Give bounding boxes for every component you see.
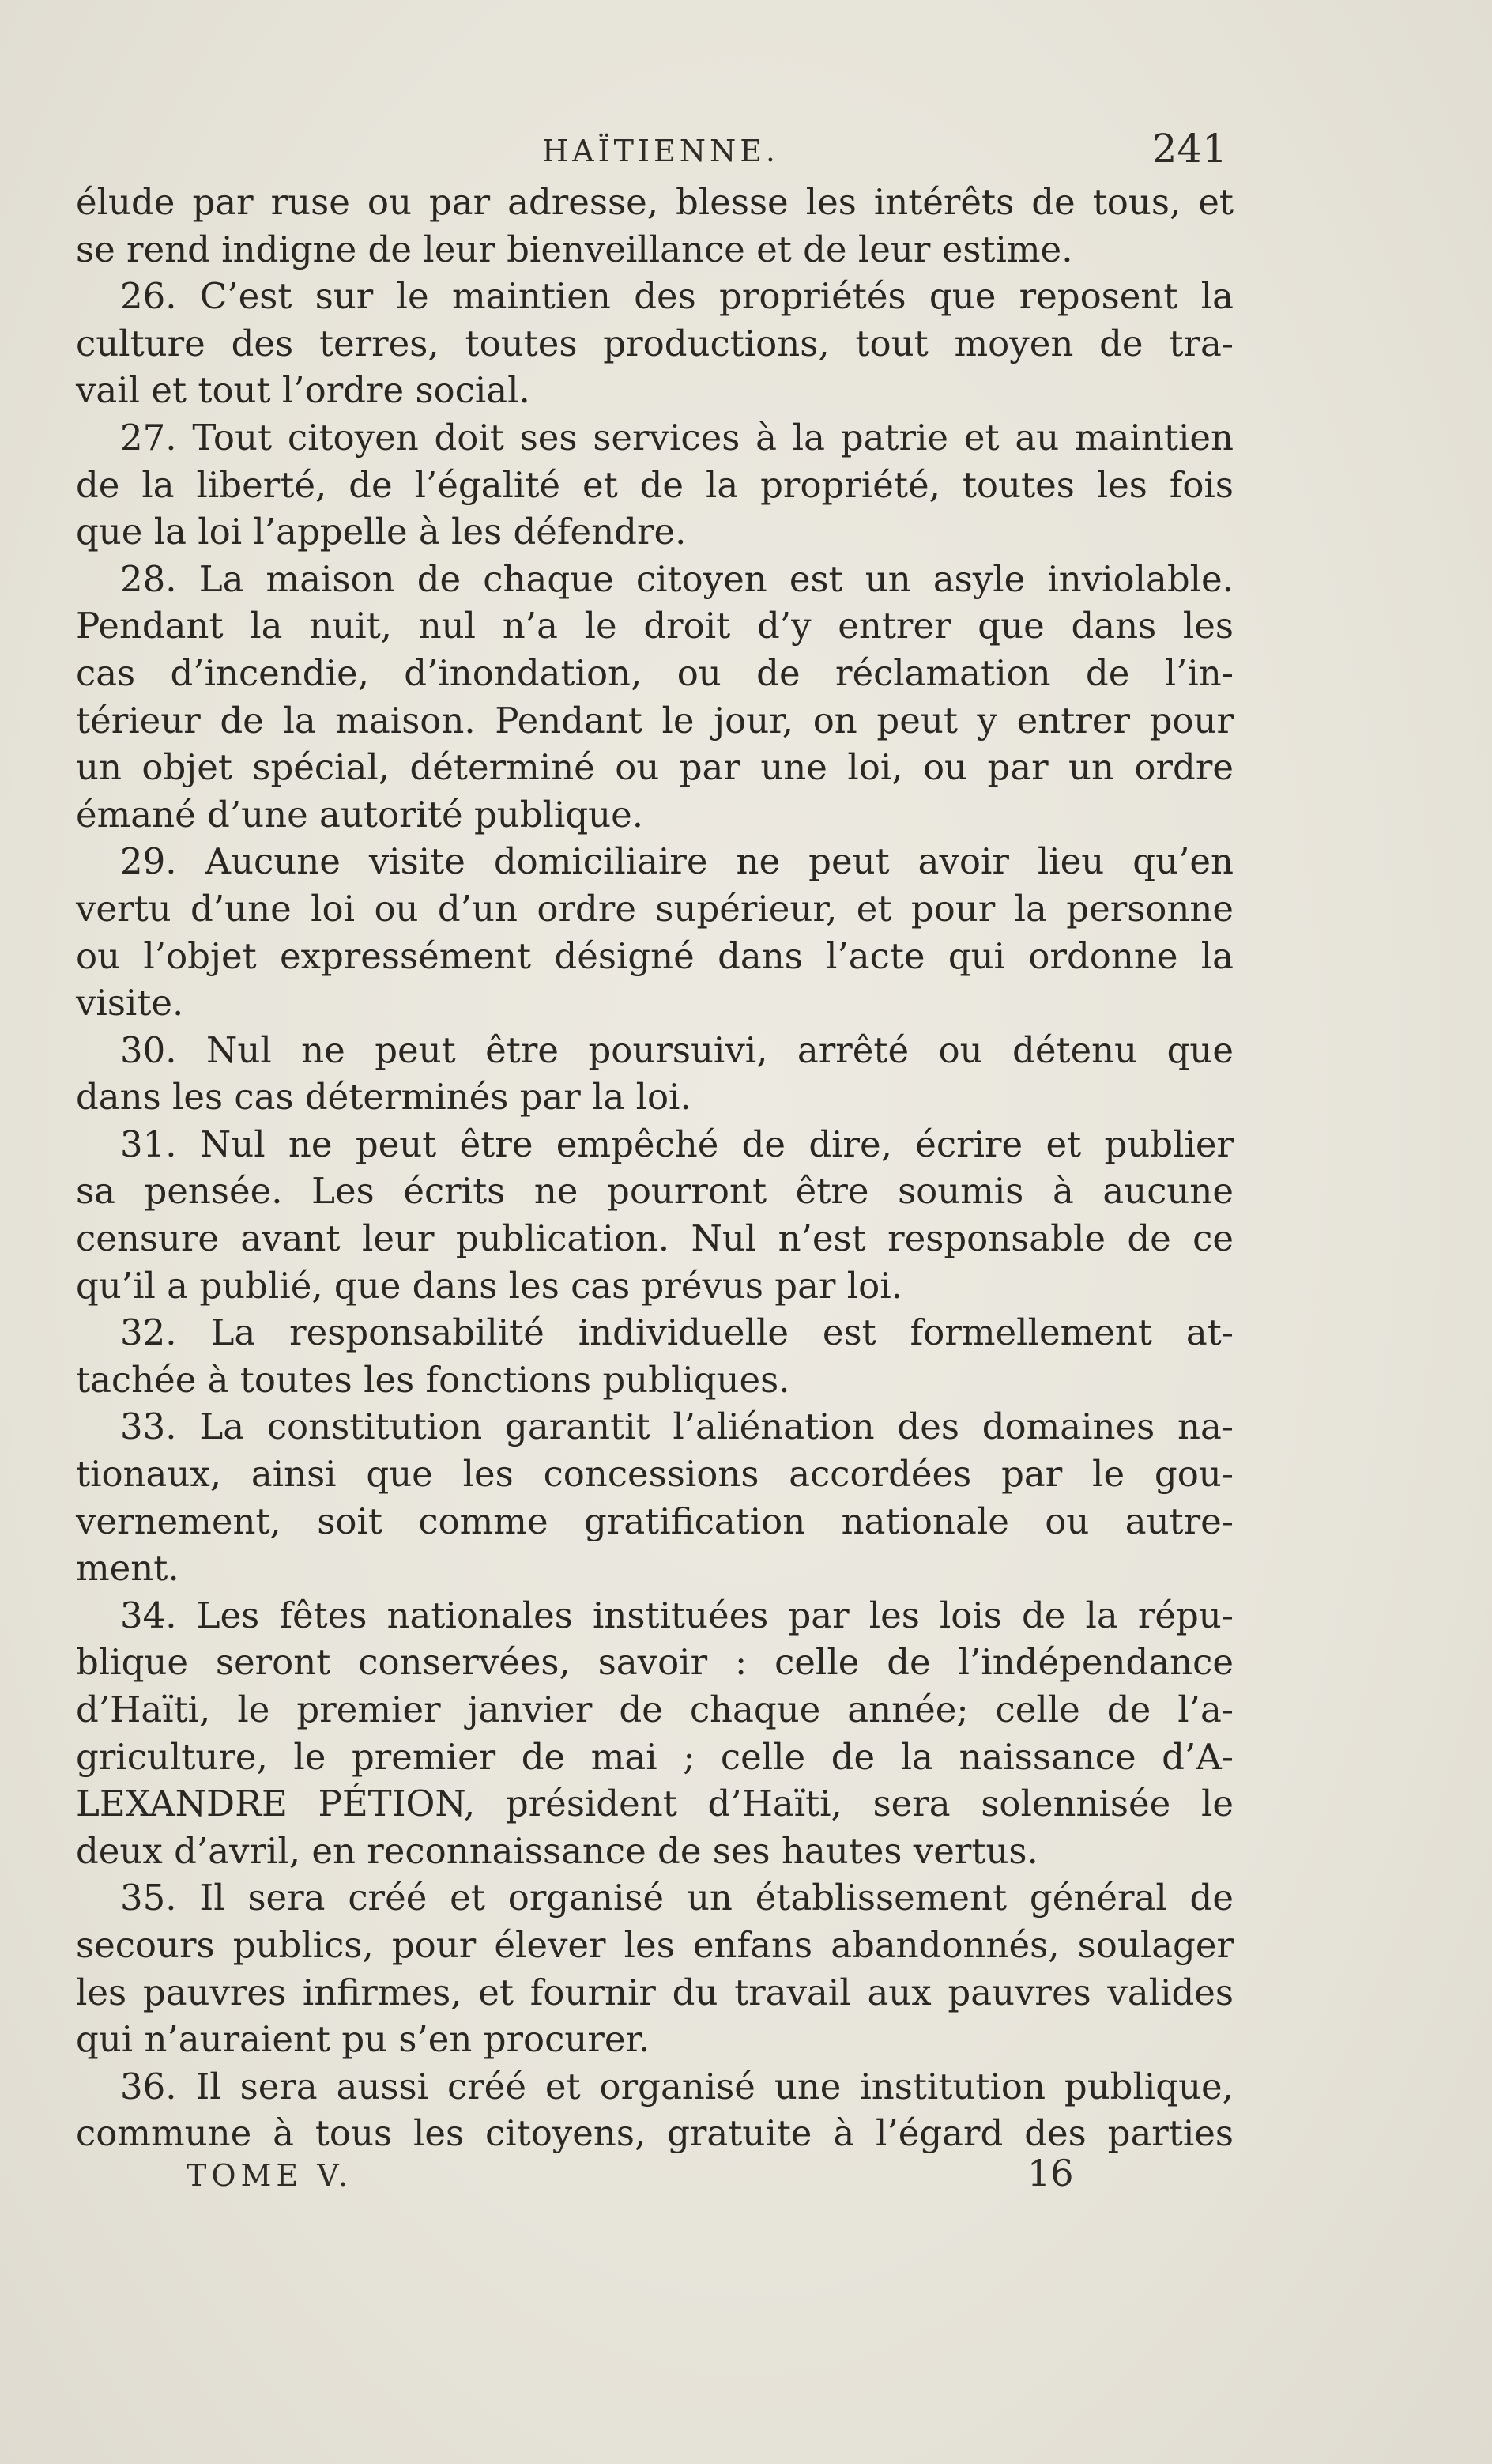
text-line: 31. Nul ne peut être empêché de dire, écrire et publier bbox=[120, 1123, 1234, 1165]
text-line: dans les cas déterminés par la loi. bbox=[76, 1076, 691, 1119]
text-line: ment. bbox=[76, 1547, 179, 1590]
text-line: deux d’avril, en reconnaissance de ses hautes vertus. bbox=[76, 1829, 1038, 1872]
text-line: 26. C’est sur le maintien des propriétés que reposent la bbox=[120, 275, 1234, 318]
running-title: HAÏTIENNE. bbox=[542, 134, 780, 168]
text-line: ou l’objet expressément désigné dans l’acte qui ordonne la bbox=[76, 934, 1234, 977]
text-line: visite. bbox=[76, 982, 184, 1024]
sheet-signature-number: 16 bbox=[1027, 2152, 1074, 2194]
text-line: élude par ruse ou par adresse, blesse les intérêts de tous, et bbox=[76, 181, 1234, 223]
text-line: 30. Nul ne peut être poursuivi, arrêté ou détenu que bbox=[120, 1028, 1234, 1071]
text-line: les pauvres infirmes, et fournir du travail aux pauvres valides bbox=[76, 1971, 1234, 2013]
text-line: 33. La constitution garantit l’aliénation des domaines na- bbox=[120, 1406, 1234, 1448]
page-footer bbox=[76, 2152, 1234, 2199]
text-line: blique seront conservées, savoir : celle de l’indépendance bbox=[76, 1641, 1234, 1684]
running-header bbox=[76, 126, 1234, 178]
text-line: 36. Il sera aussi créé et organisé une institution publique, bbox=[120, 2065, 1234, 2107]
text-line: d’Haïti, le premier janvier de chaque année; celle de l’a- bbox=[76, 1689, 1234, 1730]
text-line: sa pensée. Les écrits ne pourront être soumis à aucune bbox=[76, 1170, 1234, 1213]
text-line: que la loi l’appelle à les défendre. bbox=[76, 511, 687, 553]
text-line: cas d’incendie, d’inondation, ou de réclamation de l’in- bbox=[76, 651, 1234, 694]
text-line: qu’il a publié, que dans les cas prévus par loi. bbox=[76, 1264, 902, 1307]
text-line: secours publics, pour élever les enfans abandonnés, soulager bbox=[76, 1923, 1234, 1966]
text-line: LEXANDRE PÉTION, président d’Haïti, sera solennisée le bbox=[76, 1783, 1234, 1825]
text-line: de la liberté, de l’égalité et de la propriété, toutes les fois bbox=[76, 463, 1234, 506]
text-line: griculture, le premier de mai ; celle de la naissance d’A- bbox=[76, 1735, 1234, 1778]
body-text bbox=[76, 179, 1234, 2157]
volume-signature: TOME V. bbox=[186, 2158, 353, 2193]
text-line: tionaux, ainsi que les concessions accordées par le gou- bbox=[76, 1453, 1234, 1496]
text-line: tachée à toutes les fonctions publiques. bbox=[76, 1358, 790, 1401]
text-line: un objet spécial, déterminé ou par une loi, ou par un ordre bbox=[76, 746, 1234, 789]
text-line: censure avant leur publication. Nul n’est responsable de ce bbox=[76, 1217, 1234, 1260]
text-line: 28. La maison de chaque citoyen est un asyle inviolable. bbox=[120, 557, 1234, 600]
text-line: 34. Les fêtes nationales instituées par les lois de la répu- bbox=[120, 1594, 1234, 1636]
text-line: commune à tous les citoyens, gratuite à l’égard des parties bbox=[76, 2112, 1234, 2155]
text-line: vernement, soit comme gratification nationale ou autre- bbox=[76, 1500, 1234, 1542]
text-line: se rend indigne de leur bienveillance et de leur estime. bbox=[76, 228, 1073, 270]
text-line: émané d’une autorité publique. bbox=[76, 793, 644, 836]
text-line: vertu d’une loi ou d’un ordre supérieur, et pour la personne bbox=[76, 887, 1234, 930]
text-line: 35. Il sera créé et organisé un établissement général de bbox=[120, 1877, 1234, 1919]
text-line: 32. La responsabilité individuelle est formellement at- bbox=[120, 1311, 1234, 1354]
page-number: 241 bbox=[1151, 126, 1227, 172]
text-line: qui n’auraient pu s’en procurer. bbox=[76, 2018, 650, 2061]
text-line: térieur de la maison. Pendant le jour, on peut y entrer pour bbox=[76, 699, 1234, 741]
text-line: vail et tout l’ordre social. bbox=[76, 369, 530, 412]
text-line: Pendant la nuit, nul n’a le droit d’y entrer que dans les bbox=[76, 605, 1234, 647]
text-line: 29. Aucune visite domiciliaire ne peut avoir lieu qu’en bbox=[120, 840, 1234, 883]
text-line: culture des terres, toutes productions, tout moyen de tra- bbox=[76, 322, 1234, 364]
text-line: 27. Tout citoyen doit ses services à la patrie et au maintien bbox=[120, 416, 1234, 458]
